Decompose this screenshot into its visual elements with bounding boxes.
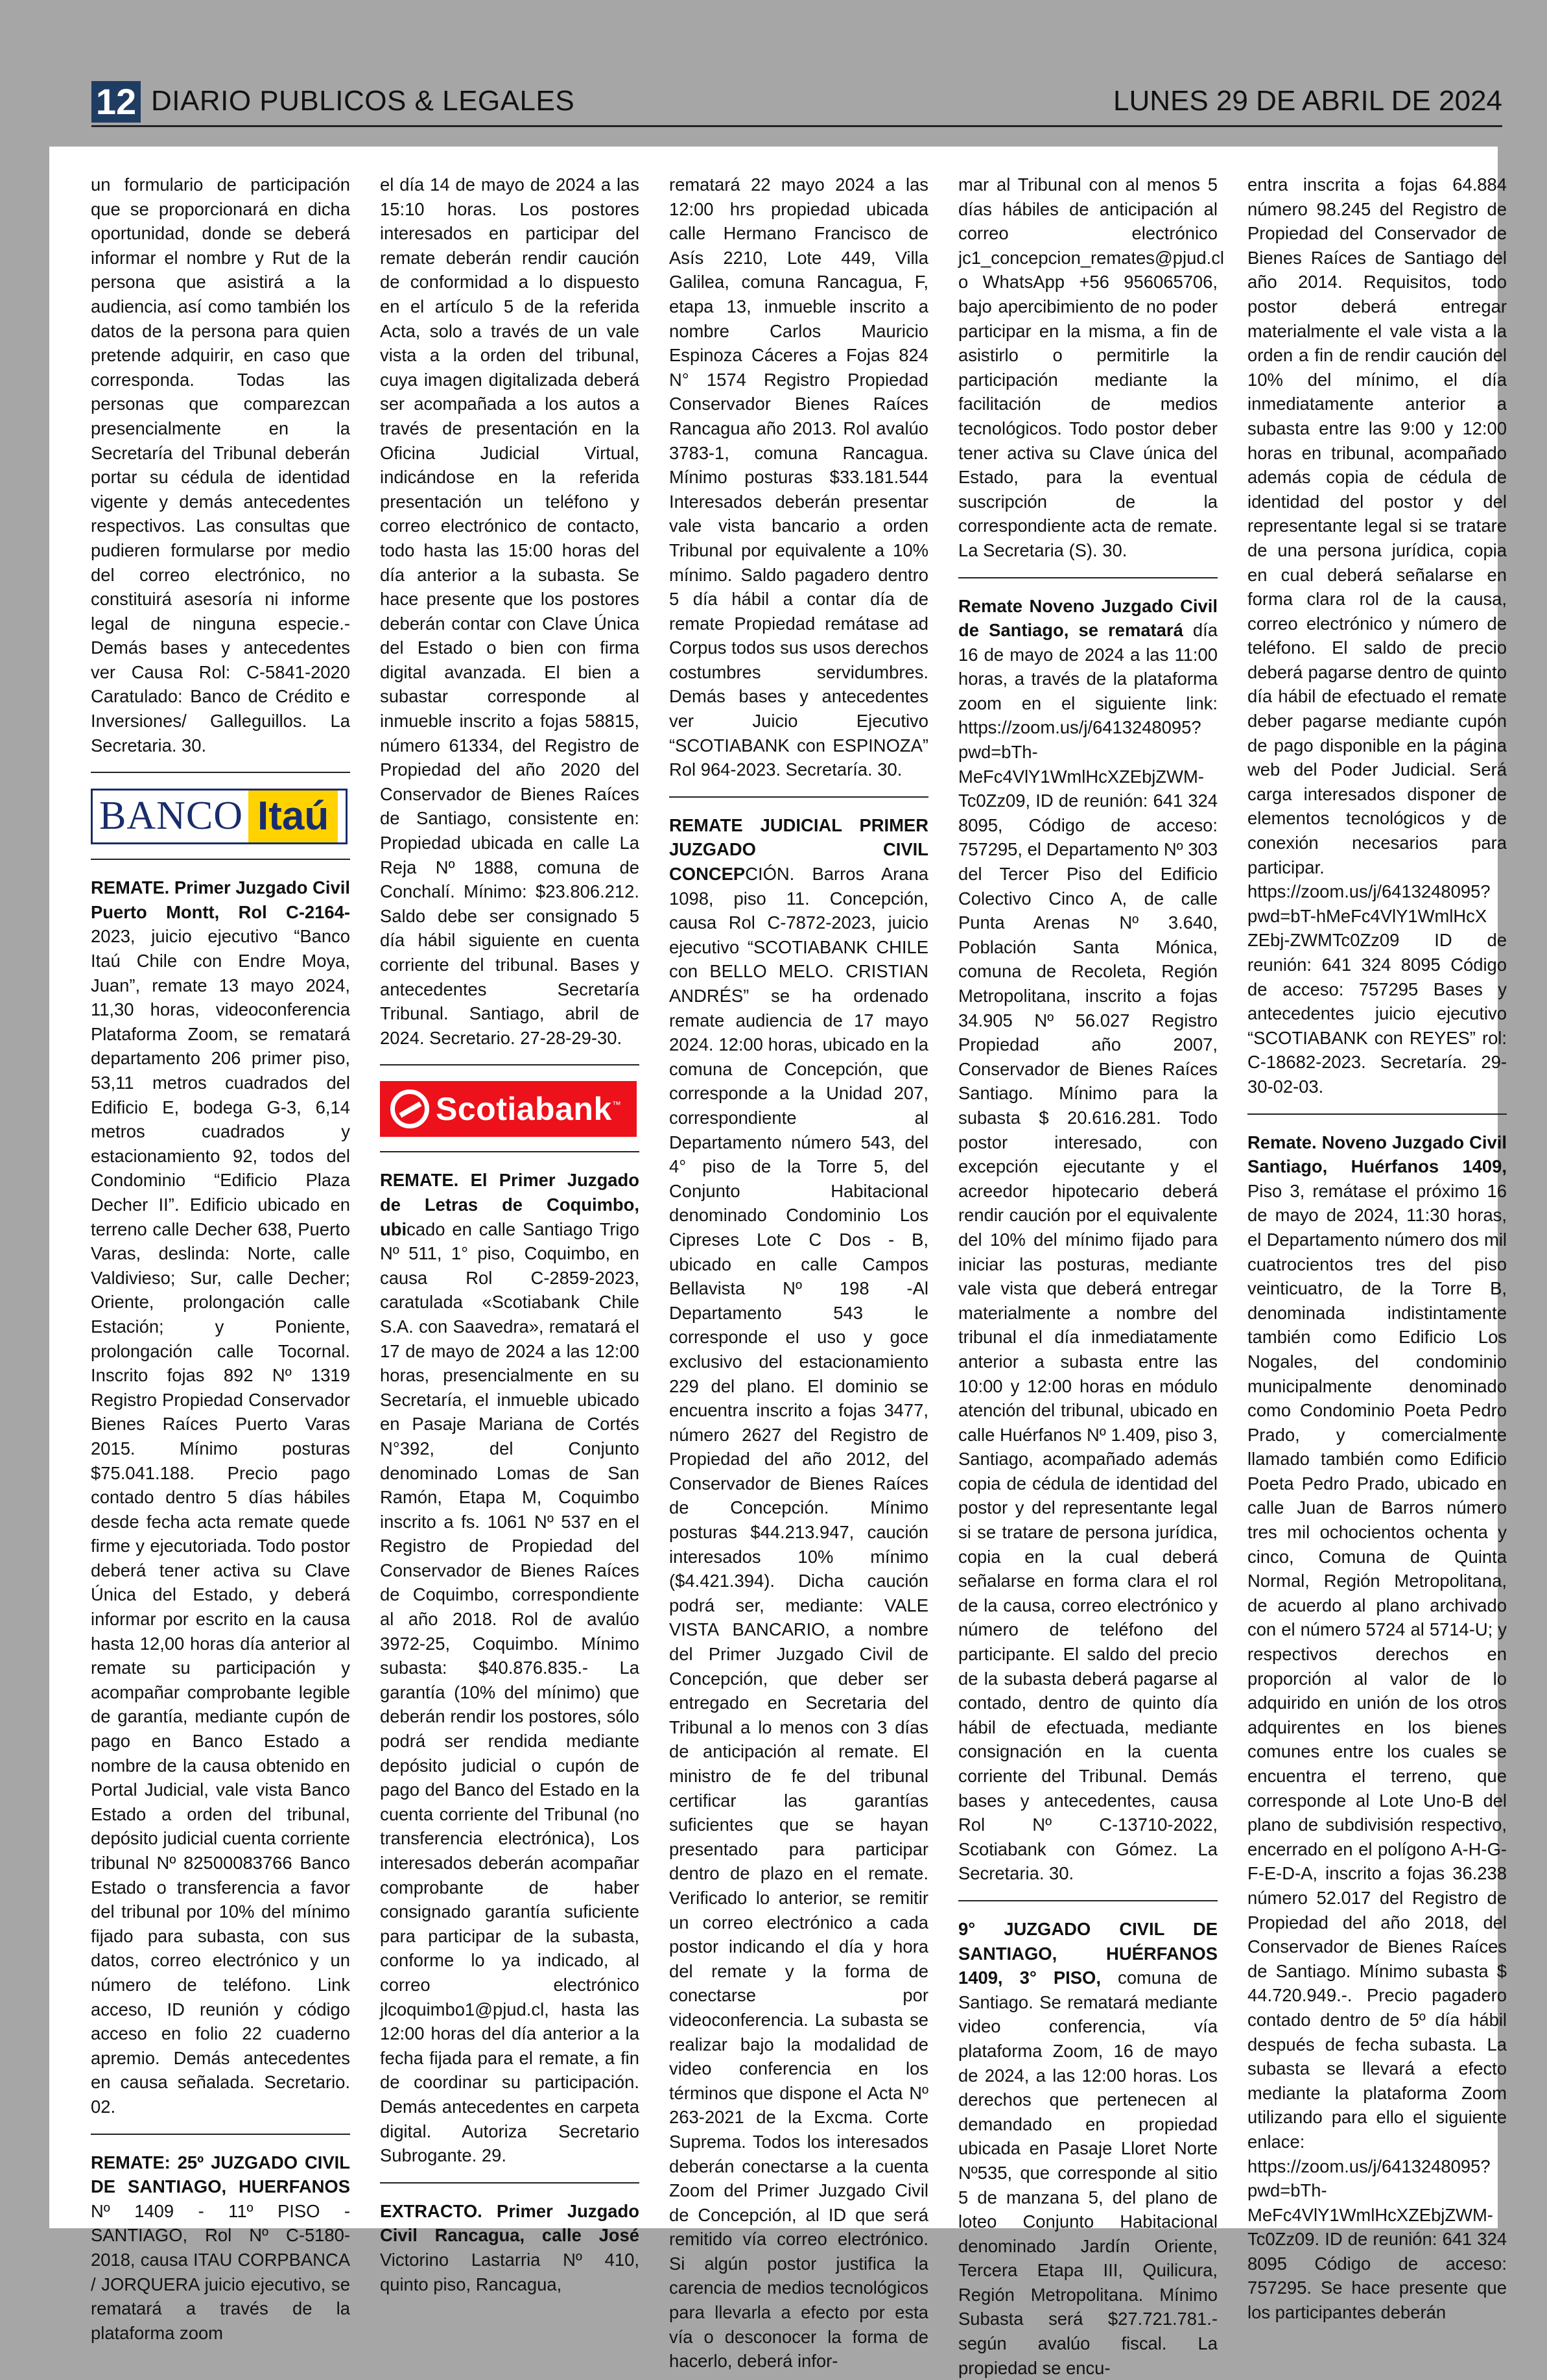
notice-text: mar al Tribunal con al menos 5 días hábiles de anticipación al correo electrónico jc1_concepcion_remates@pjud.cl o WhatsApp +56 956065706, bajo apercibimiento de no poder participar en la misma, a fin de asistirlo o permitirle la participación mediante la facilitación de medios tecnológicos. Todo postor deber tener activa su Clave única del Estado, para la eventual suscripción de la correspondiente acta de remate. La Secretaria (S). 30.: [958, 174, 1224, 560]
masthead-title: DIARIO PUBLICOS & LEGALES: [151, 85, 575, 117]
logo-text-scotiabank: Scotiabank: [436, 1090, 612, 1127]
divider: [91, 772, 350, 773]
notice-text: cado en calle Santiago Trigo Nº 511, 1° piso, Coquimbo, en causa Rol C-2859-2023, caratulada «Scotiabank Chile S.A. con Saavedra», rematará el 17 de mayo de 2024 a las 12:00 horas, presencialmente en su Secretaría, el inmueble ubicado en Pasaje Mariana de Cortés N°392, del Conjunto denominado Lomas de San Ramón, Etapa M, Coquimbo inscrito a fs. 1061 Nº 537 en el Registro de Propiedad del Conservador de Bienes Raíces de Coquimbo, correspondiente al año 2018. Rol de avalúo 3972-25, Coquimbo. Mínimo subasta: $40.876.835.- La garantía (10% del mínimo) que deberán rendir los postores, sólo podrá ser rendida mediante depósito judicial o cupón de pago del Banco del Estado en la cuenta corriente del Tribunal (no transferencia electrónica), Los interesados deberán acompañar comprobante de haber consignado garantía suficiente para participar de la subasta, conforme lo ya indicado, al correo electrónico jlcoquimbo1@pjud.cl, hasta las 12:00 horas del día anterior a la fecha fijada para el remate, a fin de coordinar su participación. Demás antecedentes en carpeta digital. Autoriza Secretario Subrogante. 29.: [380, 1219, 639, 2166]
logo-text-banco: BANCO: [99, 794, 244, 839]
logo-text-itau: Itaú: [248, 791, 338, 842]
notice-heading: REMATE JUDICIAL PRIMER JUZGADO CIVIL CONCEP: [669, 815, 928, 885]
notice-text: un formulario de participación que se proporcionará en dicha oportunidad, donde se deberá informar el nombre y Rut de la persona que asistirá a la audiencia, así como también los datos de la persona para quien pretende adquirir, en caso que corresponda. Todas las personas que comparezcan presencialmente en la Secretaría del Tribunal deberán portar su cédula de identidad vigente y demás antecedentes respectivos. Las consultas que pudieren formularse por medio del correo electrónico, no constituirá asesoría ni informe legal de ninguna especie.- Demás bases y antecedentes ver Causa Rol: C-5841-2020 Caratulado: Banco de Crédito e Inversiones/ Galleguillos. La Secretaria. 30.: [91, 174, 350, 756]
notice-heading: REMATE: 25º JUZGADO CIVIL DE SANTIAGO, HUERFANOS: [91, 2152, 350, 2197]
divider: [1247, 1113, 1507, 1115]
notice-heading: Remate. Noveno Juzgado Civil Santiago, Huérfanos 1409,: [1247, 1132, 1507, 1177]
notice-text: Piso 3, remátase el próximo 16 de mayo de 2024, 11:30 horas, el Departamento número dos mil cuatrocientos tres del piso veinticuatro, de la Torre B, denominada indistintamente también como Edificio Los Nogales, del condominio municipalmente denominado como Condominio Poeta Pedro Prado, y comercialmente llamado también como Edificio Poeta Pedro Prado, ubicado en calle Juan de Barros número tres mil ochocientos ochenta y cinco, Comuna de Quinta Normal, Región Metropolitana, de acuerdo al plano archivado con el número 5724 al 5714-U; y respectivos derechos en proporción al valor de lo adquirido en unión de los otros adquirentes en los bienes comunes entre los cuales se encuentra el terreno, que corresponde al Lote Uno-B del plano de subdivisión respectivo, encerrado en el polígono A-H-G-F-E-D-A, inscrito a fojas 36.238 número 52.017 del Registro de Propiedad del año 2018, del Conservador de Bienes Raíces de Santiago. Mínimo subasta $ 44.720.949.-. Precio pagadero contado dentro de 5º día hábil después de fecha subasta. La subasta se llevará a efecto mediante la plataforma Zoom utilizando para ello el siguiente enlace: https://zoom.us/j/6413248095?pwd=bTh-MeFc4VlY1WmlHcXZEbjZWM-Tc0Zz09. ID de reunión: 641 324 8095 Código de acceso: 757295. Se hace presente que los participantes deberán: [1247, 1180, 1507, 2323]
notice-heading: EXTRACTO. Primer Juzgado Civil Rancagua, calle José: [380, 2200, 639, 2246]
divider: [91, 2134, 350, 2135]
divider: [380, 1151, 639, 1152]
logo-trademark: ™: [611, 1099, 621, 1110]
scotiabank-logo: [380, 1081, 637, 1137]
divider: [958, 577, 1218, 578]
notice-extracto-rancagua: [380, 2199, 639, 2296]
notice-remate-noveno-juzgado: [958, 594, 1218, 1886]
scotiabank-s-icon: [390, 1089, 429, 1128]
issue-date: LUNES 29 DE ABRIL DE 2024: [1113, 85, 1502, 117]
notice-remate-puerto-montt: [91, 875, 350, 2119]
notice-text: día 16 de mayo de 2024 a las 11:00 horas, a través de la plataforma zoom en el siguiente link: https://zoom.us/j/6413248095?pwd=bTh-MeFc4VlY1WmlHcXZEbjZWM-Tc0Zz09, ID de reunión: 641 324 8095, Código de acceso: 757295, el Departamento Nº 303 del Tercer Piso del Edificio Colectivo Cinco A, de calle Punta Arenas Nº 3.640, Población Santa Mónica, comuna de Recoleta, Región Metropolitana, inscrito a fojas 34.905 Nº 56.027 Registro Propiedad año 2007, Conservador de Bienes Raíces Santiago. Mínimo para la subasta $ 20.616.281. Todo postor interesado, con excepción ejecutante y el acreedor hipotecario deberá rendir caución por el equivalente del 10% del mínimo fijado para iniciar las posturas, mediante vale vista que deberá entregar materialmente a nombre del tribunal el día inmediatamente anterior a subasta entre las 10:00 y 12:00 horas en módulo atención del tribunal, ubicado en calle Huérfanos Nº 1.409, piso 3, Santiago, acompañado además copia de cédula de identidad del postor y del representante legal si se tratare de persona jurídica, copia en la cual deberá señalarse en forma clara el rol de la causa, correo electrónico y número de teléfono del participante. El saldo del precio de la subasta deberá pagarse al contado, dentro de quinto día hábil de efectuada, mediante consignación en la cuenta corriente del Tribunal. Demás bases y antecedentes, causa Rol Nº C-13710-2022, Scotiabank con Gómez. La Secretaria. 30.: [958, 620, 1218, 1884]
notice-heading: REMATE. Primer Juzgado Civil Puerto Montt, Rol C-2164-: [91, 877, 350, 922]
page-header: [91, 78, 1502, 127]
divider: [958, 1900, 1218, 1901]
notice-9-juzgado-civil: [958, 1917, 1218, 2380]
notice-heading: Remate Noveno Juzgado Civil de Santiago, se rematará: [958, 595, 1218, 641]
column-3: [669, 173, 928, 2372]
divider: [380, 2182, 639, 2184]
notice-remate-concepcion: [669, 813, 928, 2374]
notice-text: el día 14 de mayo de 2024 a las 15:10 horas. Los postores interesados en participar del remate deberán rendir caución de conformidad a lo dispuesto en el artículo 5 de la referida Acta, solo a través de un vale vista a la orden del tribunal, cuya imagen digitalizada deberá ser acompañada a los autos a través de presentación en la Oficina Judicial Virtual, indicándose en la referida presentación un teléfono y correo electrónico de contacto, todo hasta las 15:00 horas del día anterior a la subasta. Se hace presente que los postores deberán contar con Clave Única del Estado o bien con firma digital avanzada. El bien a subastar corresponde al inmueble inscrito a fojas 58815, número 61334, del Registro de Propiedad del año 2020 del Conservador de Bienes Raíces de Santiago, consistente en: Propiedad ubicada en calle La Reja Nº 1888, comuna de Conchalí. Mínimo: $23.806.212. Saldo debe ser consignado 5 día hábil siguiente en cuenta corriente del tribunal. Bases y antecedentes Secretaría Tribunal. Santiago, abril de 2024. Secretario. 27-28-29-30.: [380, 174, 639, 1048]
divider: [91, 859, 350, 860]
notice-remate-25-juzgado: [91, 2150, 350, 2346]
notice-text: CIÓN. Barros Arana 1098, piso 11. Concepción, causa Rol C-7872-2023, juicio ejecutivo “SCOTIABANK CHILE con BELLO MELO. CRISTIAN ANDRÉS” se ha ordenado remate audiencia de 17 mayo 2024. 12:00 horas, ubicado en la comuna de Concepción, que corresponde a la Unidad 207, correspondiente al Departamento número 543, del 4° piso de la Torre 5, del Conjunto Habitacional denominado Condominio Los Cipreses Lote C Dos - B, ubicado en calle Campos Bellavista Nº 198 -Al Departamento 543 le corresponde el uso y goce exclusivo del estacionamiento 229 del plano. El dominio se encuentra inscrito a fojas 3477, número 2627 del Registro de Propiedad del año 2012, del Conservador de Bienes Raíces de Concepción. Mínimo posturas $44.213.947, caución interesados 10% mínimo ($4.421.394). Dicha caución podrá ser, mediante: VALE VISTA BANCARIO, a nombre del Primer Juzgado Civil de Concepción, que deber ser entregado en Secretaria del Tribunal a lo menos con 3 días de anticipación al remate. El ministro de fe del tribunal certificar las garantías suficientes que se hayan presentado para participar dentro de plazo en el remate. Verificado lo anterior, se remitir un correo electrónico a cada postor indicando el día y hora del remate y la forma de conectarse por videoconferencia. La subasta se realizar bajo la modalidad de video conferencia en los términos que dispone el Acta Nº 263-2021 de la Excma. Corte Suprema. Todos los interesados deberán conectarse a la cuenta Zoom del Primer Juzgado Civil de Concepción, al ID que será remitido vía correo electrónico. Si algún postor justifica la carencia de medios tecnológicos para llevarla a efecto por esta vía o desconocer la forma de hacerlo, deberá infor-: [669, 864, 928, 2372]
page-body: [49, 147, 1507, 2378]
divider: [380, 1064, 639, 1065]
column-1: [91, 173, 350, 2343]
notice-text: comuna de Santiago. Se rematará mediante video conferencia, vía plataforma Zoom, 16 de mayo de 2024, a las 12:00 horas. Los derechos que pertenecen al demandado en propiedad ubicada en Pasaje Lloret Norte Nº535, que corresponde al sitio 5 de manzana 5, del plano de loteo Conjunto Habitacional denominado Jardín Oriente, Tercera Etapa III, Quilicura, Región Metropolitana. Mínimo Subasta será $27.721.781.- según avalúo fiscal. La propiedad se encu-: [958, 1968, 1218, 2378]
notice-remate-coquimbo: [380, 1168, 639, 2167]
notice-text: 2023, juicio ejecutivo “Banco Itaú Chile con Endre Moya, Juan”, remate 13 mayo 2024, 11,30 horas, videoconferencia Plataforma Zoom, se rematará departamento 206 primer piso, 53,11 metros cuadrados del Edificio E, bodega G-3, 6,14 metros cuadrados y estacionamiento 92, todos del Condominio “Edificio Plaza Decher II”. Edificio ubicado en terreno calle Decher 638, Puerto Varas, deslinda: Norte, calle Valdivieso; Sur, calle Decher; Oriente, prolongación calle Estación; y Poniente, prolongación calle Tocornal. Inscrito fojas 892 Nº 1319 Registro Propiedad Conservador Bienes Raíces Puerto Varas 2015. Mínimo posturas $75.041.188. Precio pago contado dentro 5 días hábiles desde fecha acta remate quede firme y ejecutoriada. Todo postor deberá tener activa su Clave Única del Estado, y deberá informar por escrito en la causa hasta 12,00 horas día anterior al remate su participación y acompañar comprobante legible de garantía, mediante cupón de pago en Banco Estado a nombre de la causa obtenido en Portal Judicial, vale vista Banco Estado a orden del tribunal, depósito judicial cuenta corriente tribunal Nº 82500083766 Banco Estado o transferencia a favor del tribunal por 10% del mínimo fijado para subasta, con sus datos, correo electrónico y un número de teléfono. Link acceso, ID reunión y código acceso en folio 22 cuaderno apremio. Demás antecedentes en causa señalada. Secretario. 02.: [91, 926, 350, 2117]
notice-text: Nº 1409 - 11º PISO - SANTIAGO, Rol Nº C-5180-2018, causa ITAU CORPBANCA / JORQUERA juicio ejecutivo, se rematará a través de la plataforma zoom: [91, 2200, 350, 2343]
notice-remate-huerfanos: [1247, 1130, 1507, 2325]
notice-text: rematará 22 mayo 2024 a las 12:00 hrs propiedad ubicada calle Hermano Francisco de Asís 2210, Lote 449, Villa Galilea, comuna Rancagua, F, etapa 13, inmueble inscrito a nombre Carlos Mauricio Espinoza Cáceres a Fojas 824 N° 1574 Registro Propiedad Conservador Bienes Raíces Rancagua año 2013. Rol avalúo 3783-1, comuna Rancagua. Mínimo posturas $33.181.544 Interesados deberán presentar vale vista bancario a orden Tribunal por equivalente a 10% mínimo. Saldo pagadero dentro 5 día hábil a contar día de remate Propiedad remátase ad Corpus todos sus usos derechos costumbres servidumbres. Demás bases y antecedentes ver Juicio Ejecutivo “SCOTIABANK con ESPINOZA” Rol 964-2023. Secretaría. 30.: [669, 174, 928, 780]
banco-itau-logo: [91, 789, 348, 844]
notice-heading: 9° JUZGADO CIVIL DE SANTIAGO, HUÉRFANOS 1409, 3° PISO,: [958, 1918, 1218, 1988]
column-5: [1247, 173, 1507, 2323]
column-4: [958, 173, 1224, 2378]
column-2: [380, 173, 639, 2294]
page-number: 12: [91, 81, 141, 123]
notice-text: Victorino Lastarria Nº 410, quinto piso, Rancagua,: [380, 2249, 639, 2294]
divider: [669, 796, 928, 798]
notice-text: entra inscrita a fojas 64.884 número 98.245 del Registro de Propiedad del Conservador de Bienes Raíces de Santiago del año 2014. Requisitos, todo postor deberá entregar materialmente el vale vista a la orden a fin de rendir caución del 10% del mínimo, el día inmediatamente anterior a subasta entre las 9:00 y 12:00 horas en tribunal, acompañado además copia de cédula de identidad del postor y del representante legal si se tratare de una persona jurídica, copia en cual deberá señalarse en forma clara rol de la causa, correo electrónico y número de teléfono. El saldo de precio deberá pagarse dentro de quinto día hábil de efectuado el remate deber pagarse mediante cupón de pago disponible en la página web del Poder Judicial. Será carga interesados disponer de elementos tecnológicos y de conexión necesarios para participar. https://zoom.us/j/6413248095?pwd=bT-hMeFc4VlY1WmlHcX ZEbj-ZWMTc0Zz09 ID de reunión: 641 324 8095 Código de acceso: 757295 Bases y antecedentes juicio ejecutivo “SCOTIABANK con REYES” rol: C-18682-2023. Secretaría. 29-30-02-03.: [1247, 174, 1507, 1097]
notice-heading: REMATE. El Primer Juzgado de Letras de Coquimbo, ubi: [380, 1170, 639, 1239]
